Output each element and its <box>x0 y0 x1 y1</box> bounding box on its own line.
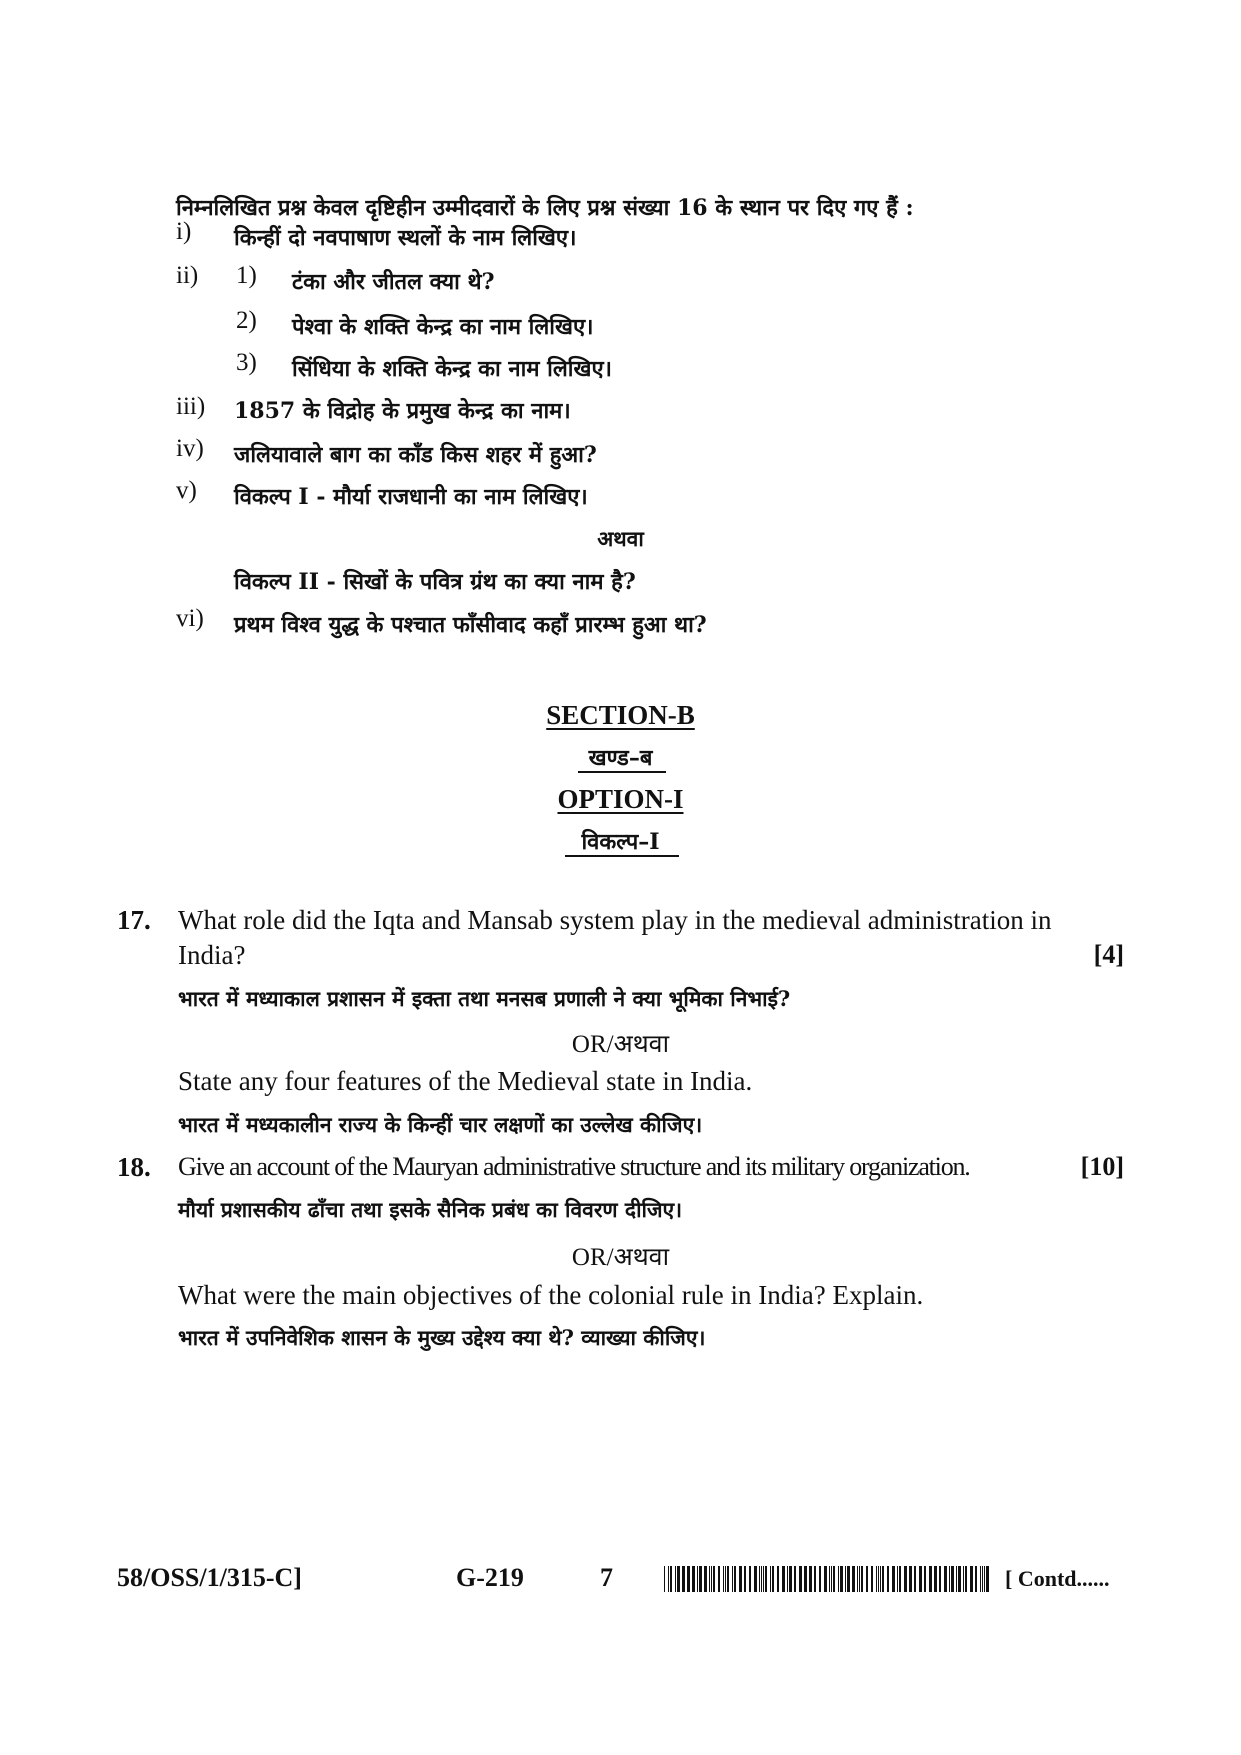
or-divider: OR/अथवा <box>571 1244 670 1271</box>
or-divider: अथवा <box>597 526 644 551</box>
option-title-hindi: विकल्प–I <box>581 829 660 855</box>
question-number: iv) <box>176 435 204 462</box>
paper-code: 58/OSS/1/315-C] <box>117 1563 302 1592</box>
question-number: 17. <box>117 905 151 935</box>
question-text-hindi: भारत में मध्याकाल प्रशासन में इक्ता तथा मनसब प्रणाली ने क्या भूमिका निभाई? <box>178 986 791 1011</box>
question-number: vi) <box>176 605 204 632</box>
marks-label: [4] <box>1093 940 1124 969</box>
set-code: G-219 <box>456 1563 524 1592</box>
sub-question-text: टंका और जीतल क्या थे? <box>292 269 495 295</box>
alt-question-english: What were the main objectives of the colonial rule in India? Explain. <box>178 1280 924 1310</box>
or-divider: OR/अथवा <box>571 1031 670 1058</box>
underline <box>565 855 679 857</box>
question-text-english: India? <box>178 940 246 970</box>
question-number: v) <box>176 477 197 504</box>
question-text-hindi: मौर्या प्रशासकीय ढाँचा तथा इसके सैनिक प्रबंध का विवरण दीजिए। <box>178 1197 683 1222</box>
question-text: किन्हीं दो नवपाषाण स्थलों के नाम लिखिए। <box>234 225 577 251</box>
question-text-english: What role did the Iqta and Mansab system play in the medieval administration in <box>178 905 1052 935</box>
question-text: विकल्प I - मौर्या राजधानी का नाम लिखिए। <box>234 484 588 510</box>
question-text-english: Give an account of the Mauryan administrative structure and its military organization. <box>178 1152 970 1181</box>
question-number: iii) <box>176 393 206 420</box>
question-text: 1857 के विद्रोह के प्रमुख केन्द्र का नाम। <box>234 398 571 424</box>
question-number: i) <box>176 218 192 245</box>
question-text: प्रथम विश्व युद्ध के पश्चात फाँसीवाद कहाँ प्रारम्भ हुआ था? <box>234 612 707 638</box>
alt-question-english: State any four features of the Medieval state in India. <box>178 1066 753 1096</box>
sub-question-number: 2) <box>236 307 257 334</box>
sub-question-number: 3) <box>236 349 257 376</box>
sub-question-text: पेश्वा के शक्ति केन्द्र का नाम लिखिए। <box>292 314 594 340</box>
barcode-image <box>664 1566 994 1592</box>
continued-label: [ Contd...... <box>1005 1566 1110 1591</box>
blind-candidates-instruction: निम्नलिखित प्रश्न केवल दृष्टिहीन उम्मीदवारों के लिए प्रश्न संख्या 16 के स्थान पर दिए गए हैं : <box>176 195 914 221</box>
question-text: विकल्प II - सिखों के पवित्र ग्रंथ का क्या नाम है? <box>234 569 636 595</box>
question-number: ii) <box>176 262 199 289</box>
question-number: 18. <box>117 1152 151 1182</box>
alt-question-hindi: भारत में उपनिवेशिक शासन के मुख्य उद्देश्य क्या थे? व्याख्या कीजिए। <box>178 1325 706 1350</box>
marks-label: [10] <box>1080 1152 1124 1181</box>
option-title: OPTION-I <box>557 784 684 814</box>
sub-question-text: सिंधिया के शक्ति केन्द्र का नाम लिखिए। <box>292 356 612 382</box>
alt-question-hindi: भारत में मध्यकालीन राज्य के किन्हीं चार लक्षणों का उल्लेख कीजिए। <box>178 1112 703 1137</box>
section-title: SECTION-B <box>546 700 695 730</box>
section-title-hindi: खण्ड–ब <box>588 745 653 771</box>
page-number: 7 <box>600 1563 613 1592</box>
underline <box>578 771 666 773</box>
question-text: जलियावाले बाग का काँड किस शहर में हुआ? <box>234 442 597 468</box>
sub-question-number: 1) <box>236 262 257 289</box>
